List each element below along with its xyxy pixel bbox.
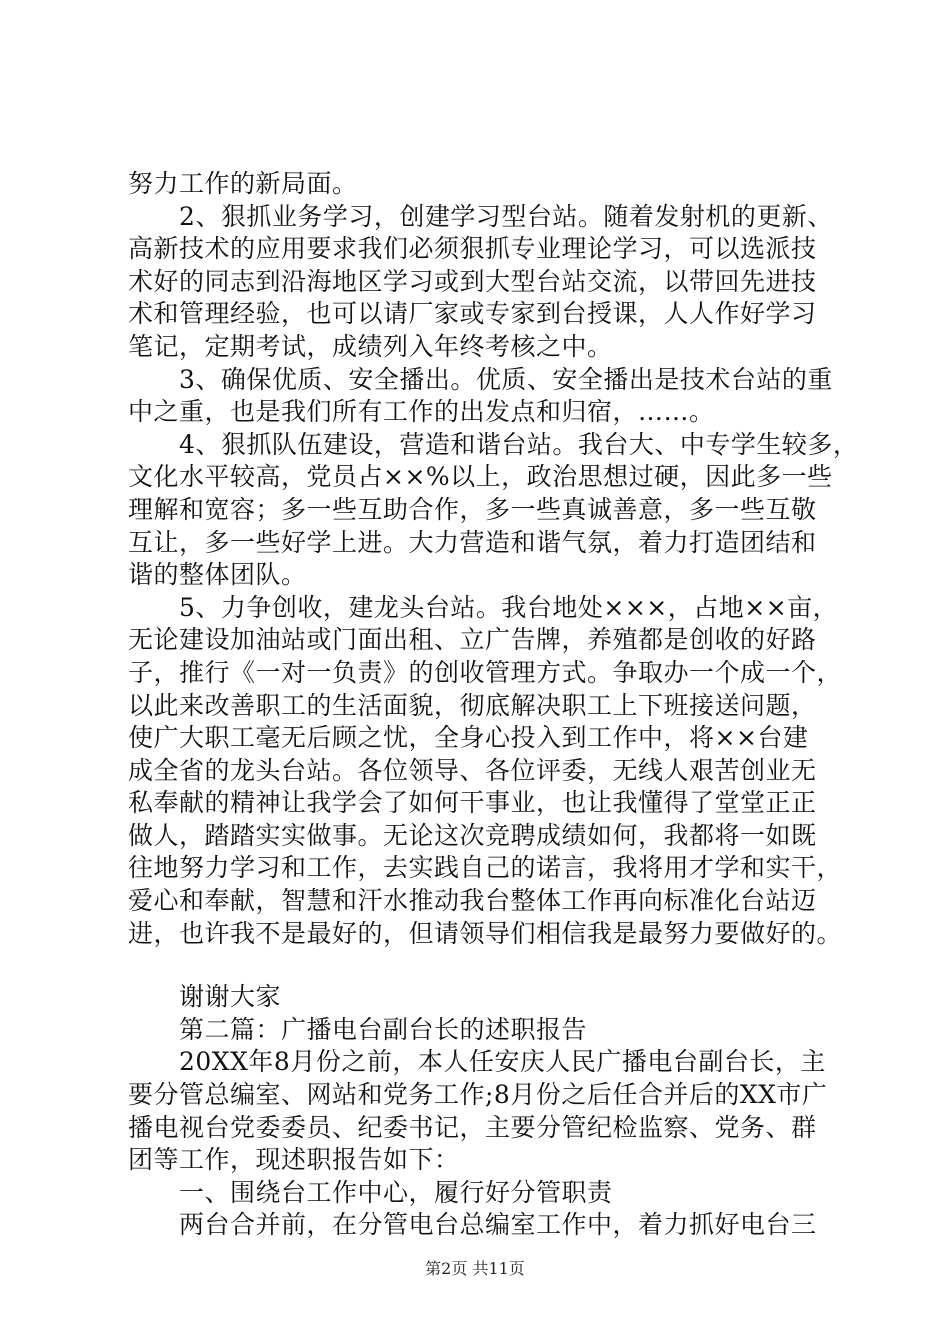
text-line: 成全省的龙头台站。各位领导、各位评委，无线人艰苦创业无 (128, 755, 817, 785)
text-line: 5、力争创收，建龙头台站。我台地处×××，占地××亩， (128, 592, 839, 622)
text-line: 高新技术的应用要求我们必须狠抓专业理论学习，可以选派技 (128, 234, 817, 264)
text-line: 4、狠抓队伍建设，营造和谐台站。我台大、中专学生较多， (128, 429, 859, 459)
text-line: 以此来改善职工的生活面貌，彻底解决职工上下班接送问题， (128, 690, 817, 720)
text-line: 一、围绕台工作中心，履行好分管职责 (128, 1177, 613, 1207)
text-line: 使广大职工毫无后顾之忧，全身心投入到工作中，将××台建 (128, 723, 809, 753)
text-line: 往地努力学习和工作，去实践自己的诺言，我将用才学和实干， (128, 853, 843, 883)
text-line: 做人，踏踏实实做事。无论这次竞聘成绩如何，我都将一如既 (128, 820, 817, 850)
text-line: 术和管理经验，也可以请厂家或专家到台授课，人人作好学习 (128, 299, 817, 329)
text-line: 努力工作的新局面。 (128, 169, 358, 198)
text-line: 文化水平较高，党员占××%以上，政治思想过硬，因此多一些 (128, 462, 833, 492)
text-line: 两台合并前，在分管电台总编室工作中，着力抓好电台三 (128, 1210, 817, 1240)
text-line: 第二篇：广播电台副台长的述职报告 (128, 1014, 588, 1044)
text-line: 谐的整体团队。 (128, 560, 307, 590)
text-line: 私奉献的精神让我学会了如何干事业，也让我懂得了堂堂正正 (128, 788, 817, 818)
text-line: 中之重，也是我们所有工作的出发点和归宿，……。 (128, 397, 715, 427)
text-line: 播电视台党委委员、纪委书记，主要分管纪检监察、党务、群 (128, 1112, 817, 1142)
text-line: 进，也许我不是最好的，但请领导们相信我是最努力要做好的。 (128, 918, 843, 948)
text-block-before-gap (128, 168, 859, 950)
text-line: 20XX年8月份之前，本人任安庆人民广播电台副台长，主 (128, 1047, 826, 1077)
text-block-after-gap (128, 981, 856, 1242)
text-line: 术好的同志到沿海地区学习或到大型台站交流，以带回先进技 (128, 266, 817, 296)
text-line: 互让，多一些好学上进。大力营造和谐气氛，着力打造团结和 (128, 527, 817, 557)
document-body (128, 168, 859, 1242)
text-line: 笔记，定期考试，成绩列入年终考核之中。 (128, 331, 613, 361)
text-line: 无论建设加油站或门面出租、立广告牌，养殖都是创收的好路 (128, 625, 817, 655)
text-line: 团等工作，现述职报告如下： (128, 1145, 460, 1175)
text-line: 谢谢大家 (128, 982, 282, 1012)
page-number-footer: 第2页 共11页 (425, 1259, 525, 1278)
text-line: 3、确保优质、安全播出。优质、安全播出是技术台站的重 (128, 364, 833, 394)
text-line: 要分管总编室、网站和党务工作;8月份之后任合并后的XX市广 (128, 1080, 828, 1110)
text-line: 子，推行《一对一负责》的创收管理方式。争取办一个成一个， (128, 657, 843, 687)
text-line: 2、狠抓业务学习，创建学习型台站。随着发射机的更新、 (128, 201, 833, 231)
paragraph-gap (128, 950, 856, 981)
text-line: 爱心和奉献，智慧和汗水推动我台整体工作再向标准化台站迈 (128, 886, 817, 916)
text-line: 理解和宽容；多一些互助合作，多一些真诚善意，多一些互敬 (128, 494, 817, 524)
